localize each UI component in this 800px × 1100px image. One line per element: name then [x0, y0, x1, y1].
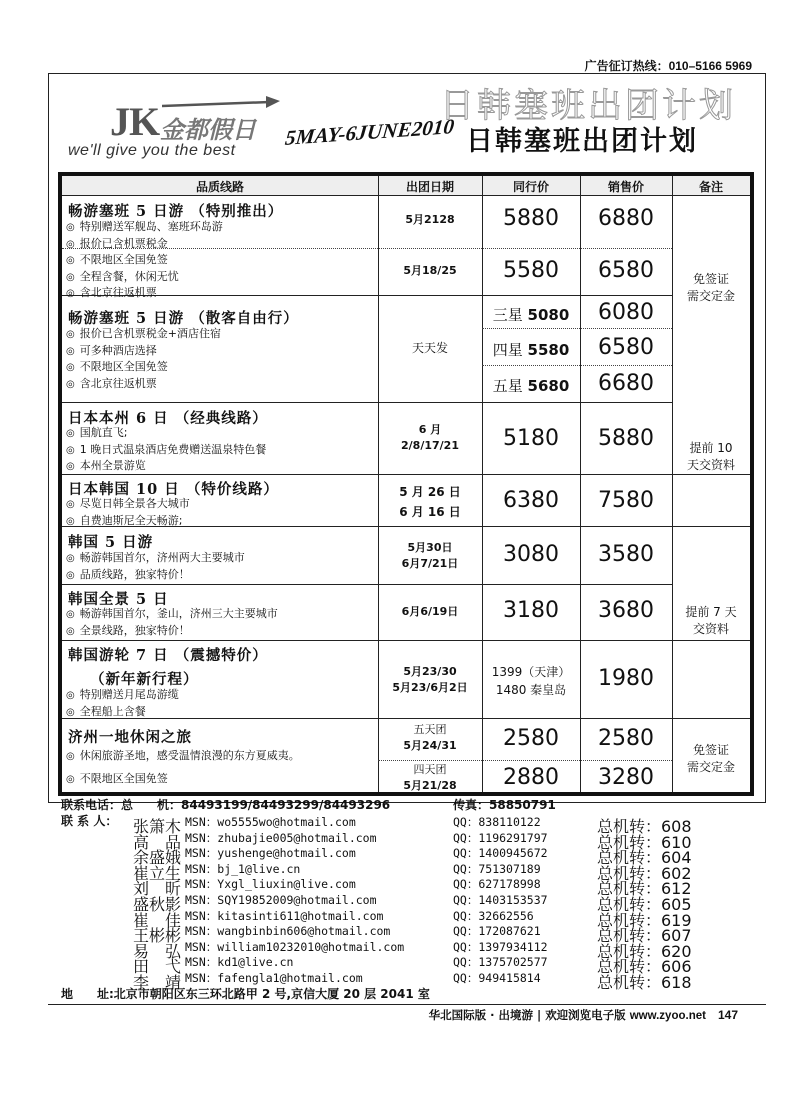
divider [62, 402, 672, 403]
address: 地 址:北京市朝阳区东三环北路甲 2 号,京信大厦 20 层 2041 室 [61, 987, 430, 1001]
fax: 传真：58850791 [453, 798, 556, 812]
list-item: ◎ 含北京往返机票 [66, 285, 223, 302]
route-subtitle: （新年新行程） [90, 671, 199, 688]
list-item: ◎ 全景线路，独家特价！ [66, 623, 278, 640]
note-line: 免签证 [692, 743, 729, 757]
peer-price: 3180 [503, 598, 559, 623]
date-line: 6 月 [418, 423, 442, 436]
separator: | [536, 1008, 542, 1022]
contact-ext: 总机转：619 [597, 910, 692, 930]
contact-ext: 总机转：620 [597, 941, 692, 961]
contact-name: 田 弋 [133, 957, 182, 977]
route-bullets [66, 606, 278, 639]
note [672, 742, 750, 776]
list-item: ◎ 不限地区全国免签 [66, 359, 221, 376]
contact-row [55, 861, 775, 883]
peer-price [482, 339, 580, 360]
contact-row [55, 876, 775, 899]
people-label: 联 系 人： [61, 814, 118, 828]
contact-row [55, 970, 775, 992]
peer-price: 6380 [503, 488, 559, 513]
contact-msn[interactable]: MSN：wangbinbin606@hotmail.com [185, 924, 391, 939]
contact-qq: QQ：751307189 [453, 861, 541, 876]
title-ghost: 日韩塞班出团计划 [440, 86, 736, 126]
price-value: 5680 [527, 377, 570, 395]
footer [429, 1007, 738, 1023]
divider [482, 365, 672, 366]
contact-ext: 总机转：612 [597, 879, 692, 899]
price-value: 5580 [527, 341, 570, 359]
footer-divider [48, 1004, 766, 1005]
departure-date: 天天发 [411, 341, 448, 355]
route-title: 畅游塞班 5 日游 （特别推出） [68, 203, 284, 220]
contact-ext: 总机转：608 [597, 817, 692, 836]
website-link[interactable]: www.zyoo.net [629, 1010, 706, 1022]
note [672, 604, 750, 638]
contact-name: 崔立生 [133, 863, 182, 883]
list-item: ◎ 不限地区全国免签 [66, 252, 223, 269]
date-line: 5月23/6月2日 [392, 681, 468, 694]
contact-ext: 总机转：605 [597, 895, 692, 914]
col-date: 出团日期 [405, 180, 454, 194]
sale-price: 3580 [598, 542, 654, 567]
contact-ext: 总机转：607 [597, 926, 692, 946]
peer-price: 5180 [503, 426, 559, 451]
sale-price: 6880 [598, 206, 654, 231]
date-line: 2/8/17/21 [401, 439, 459, 452]
list-item: ◎ 畅游韩国首尔，济州两大主要城市 [66, 550, 245, 567]
contact-list [55, 814, 775, 992]
divider [672, 176, 673, 792]
contact-qq: QQ：172087621 [453, 924, 541, 939]
list-item: ◎ 报价已含机票税金+酒店住宿 [66, 326, 221, 343]
contact-name: 盛秋影 [133, 895, 182, 914]
departure-date: 5月18/25 [403, 264, 457, 277]
contact-name: 张箫木 [133, 817, 182, 836]
logo-name: 金都假日 [160, 115, 256, 144]
page-number: 147 [717, 1008, 738, 1022]
contact-name: 易 弘 [133, 941, 182, 961]
publication: 华北国际版 · 出境游 [428, 1008, 533, 1022]
note-line: 免签证 [692, 272, 729, 286]
departure-date [378, 540, 482, 572]
list-item: ◎ 品质线路，独家特价！ [66, 567, 245, 584]
departure-date [378, 722, 482, 754]
note-line: 需交定金 [686, 760, 735, 774]
departure-date [378, 762, 482, 794]
phone-label: 联系电话：总 机：84493199/84493299/84493296 [61, 798, 391, 812]
departure-date: 6月6/19日 [401, 605, 459, 618]
contact-qq: QQ：32662556 [453, 908, 534, 923]
list-item: ◎ 自费迪斯尼全天畅游; [66, 513, 190, 530]
contact-ext: 总机转：618 [597, 973, 692, 992]
slogan: we'll give you the best [68, 142, 236, 159]
contact-ext: 总机转：604 [597, 848, 692, 868]
list-item: ◎ 本州全景游览 [66, 458, 266, 475]
list-item: ◎ 国航直飞; [66, 425, 266, 442]
sale-price: 6080 [598, 300, 654, 325]
list-item: ◎ 1 晚日式温泉酒店免费赠送温泉特色餐 [66, 442, 266, 459]
departure-date [378, 664, 482, 696]
contact-qq: QQ：1196291797 [453, 830, 548, 845]
price-value: 5080 [527, 306, 570, 324]
route-title: 畅游塞班 5 日游 （散客自由行） [68, 310, 299, 327]
date-line: 5月23/30 [403, 665, 457, 678]
sale-price: 2580 [598, 726, 654, 751]
date-line: 5月21/28 [403, 779, 457, 792]
contact-msn[interactable]: MSN：SQY19852009@hotmail.com [185, 893, 377, 907]
list-item: ◎ 特别赠送月尾岛游缆 [66, 687, 179, 704]
list-item: ◎ 畅游韩国首尔，釜山，济州三大主要城市 [66, 606, 278, 623]
note-line: 交资料 [692, 622, 729, 636]
note-line: 提前 10 [689, 441, 733, 455]
contact-name: 刘 昕 [133, 879, 182, 899]
note-line: 需交定金 [686, 289, 735, 303]
sale-price: 3280 [598, 765, 654, 790]
col-peer: 同行价 [512, 180, 549, 194]
sale-price: 6580 [598, 258, 654, 283]
contact-qq: QQ：949415814 [453, 971, 541, 985]
note [672, 271, 750, 305]
group-type: 四天团 [413, 763, 447, 776]
note-line: 天交资料 [686, 458, 735, 472]
sale-price: 7580 [598, 488, 654, 513]
contact-ext: 总机转：606 [597, 957, 692, 977]
contact-qq: QQ：1397934112 [453, 939, 548, 954]
table-header [62, 176, 750, 196]
divider [378, 760, 672, 761]
list-item: ◎ 尽览日韩全景各大城市 [66, 496, 190, 513]
contact-name: 崔 佳 [133, 910, 182, 930]
logo-jk: JK [110, 99, 160, 144]
contact-ext: 总机转：602 [597, 863, 692, 883]
hotel-tier: 四星 [492, 341, 523, 359]
contact-row [55, 814, 775, 836]
departure-date: 5月2128 [405, 213, 455, 226]
contact-row [55, 892, 775, 914]
hotel-tier: 三星 [492, 306, 523, 324]
route-bullets [66, 219, 223, 302]
route-title: 韩国全景 5 日 [68, 591, 169, 608]
divider [62, 640, 750, 641]
route-bullets [66, 425, 266, 475]
sale-price: 6580 [598, 335, 654, 360]
date-line: 5 月 26 日 [399, 485, 461, 499]
tour-table [58, 172, 754, 796]
contact-qq: QQ：1375702577 [453, 955, 548, 970]
col-note: 备注 [698, 180, 723, 194]
contact-row [55, 954, 775, 977]
contact-qq: QQ：1400945672 [453, 846, 548, 861]
date-line: 6 月 16 日 [399, 505, 461, 519]
price-line: 1480 秦皇岛 [495, 683, 567, 697]
plane-arrow-icon [162, 96, 282, 112]
route-title: 韩国 5 日游 [68, 534, 154, 551]
route-bullets [66, 496, 190, 529]
departure-date [378, 482, 482, 522]
contact-phone-row [55, 798, 775, 814]
page-title: 日韩塞班出团计划 [466, 126, 698, 157]
list-item: ◎ 含北京往返机票 [66, 376, 221, 393]
contact-row [55, 923, 775, 946]
divider [62, 584, 672, 585]
note-line: 提前 7 天 [685, 605, 737, 619]
peer-price: 3080 [503, 542, 559, 567]
contact-row [55, 908, 775, 930]
route-title: 韩国游轮 7 日 （震撼特价） [68, 647, 268, 664]
hotel-tier: 五星 [492, 377, 523, 395]
peer-price [482, 663, 580, 699]
list-item: ◎ 休闲旅游圣地，感受温情浪漫的东方夏威夷。 [66, 745, 300, 768]
list-item: ◎ 不限地区全国免签 [66, 768, 300, 791]
contact-msn[interactable]: MSN：zhubajie005@hotmail.com [185, 830, 377, 845]
peer-price: 2580 [503, 726, 559, 751]
contact-msn[interactable]: MSN：Yxgl_liuxin@live.com [185, 877, 356, 892]
list-item: ◎ 报价已含机票税金 [66, 236, 223, 253]
ad-hotline: 广告征订热线：010–5166 5969 [584, 59, 752, 73]
contact-qq: QQ：1403153537 [453, 893, 548, 907]
list-item: ◎ 全程含餐，休闲无忧 [66, 269, 223, 286]
list-item: ◎ 特别赠送军舰岛、塞班环岛游 [66, 219, 223, 236]
route-title: 济州一地休闲之旅 [68, 729, 192, 746]
peer-price: 2880 [503, 765, 559, 790]
date-line: 5月30日 [407, 541, 453, 554]
col-route: 品质线路 [195, 180, 244, 194]
contact-msn[interactable]: MSN：fafengla1@hotmail.com [185, 971, 363, 985]
sale-price: 1980 [598, 666, 654, 691]
group-type: 五天团 [413, 723, 447, 736]
peer-price [482, 375, 580, 396]
divider [482, 328, 672, 329]
sale-price: 5880 [598, 426, 654, 451]
price-line: 1399（天津） [491, 665, 571, 679]
route-bullets [66, 550, 245, 583]
col-sale: 销售价 [607, 180, 644, 194]
contact-name: 李 靖 [133, 973, 182, 992]
contact-msn[interactable]: MSN：wo5555wo@hotmail.com [185, 815, 356, 829]
route-bullets [66, 687, 179, 720]
route-title: 日本韩国 10 日 （特价线路） [68, 481, 279, 498]
contact-msn[interactable]: MSN：kitasinti611@hotmail.com [185, 908, 384, 923]
date-range: 5MAY-6JUNE2010 [283, 114, 456, 150]
contact-qq: QQ：627178998 [453, 877, 541, 892]
contact-row [55, 845, 775, 868]
contact-ext: 总机转：610 [597, 832, 692, 852]
contact-msn[interactable]: MSN：bj_1@live.cn [185, 861, 301, 876]
route-bullets [66, 745, 300, 791]
date-line: 6月7/21日 [401, 557, 459, 570]
contact-row [55, 939, 775, 961]
sale-price: 6680 [598, 371, 654, 396]
peer-price: 5880 [503, 206, 559, 231]
contact-msn[interactable]: MSN：kd1@live.cn [185, 955, 294, 970]
contact-msn[interactable]: MSN：yushenge@hotmail.com [185, 846, 356, 861]
contact-msn[interactable]: MSN：william10232010@hotmail.com [185, 939, 405, 954]
peer-price: 5580 [503, 258, 559, 283]
contact-row [55, 830, 775, 852]
note [672, 440, 750, 474]
route-bullets [66, 326, 221, 392]
departure-date [378, 422, 482, 454]
contact-name: 王彬彬 [133, 926, 182, 946]
peer-price [482, 304, 580, 325]
sale-price: 3680 [598, 598, 654, 623]
contact-qq: QQ：838110122 [453, 815, 541, 829]
route-title: 日本本州 6 日 （经典线路） [68, 410, 268, 427]
contact-name: 高 品 [133, 832, 182, 852]
list-item: ◎ 全程船上含餐 [66, 704, 179, 721]
list-item: ◎ 可多种酒店选择 [66, 343, 221, 360]
contact-name: 余盛娥 [133, 848, 182, 868]
browse-text: 欢迎浏览电子版 [545, 1008, 626, 1022]
date-line: 5月24/31 [403, 739, 457, 752]
